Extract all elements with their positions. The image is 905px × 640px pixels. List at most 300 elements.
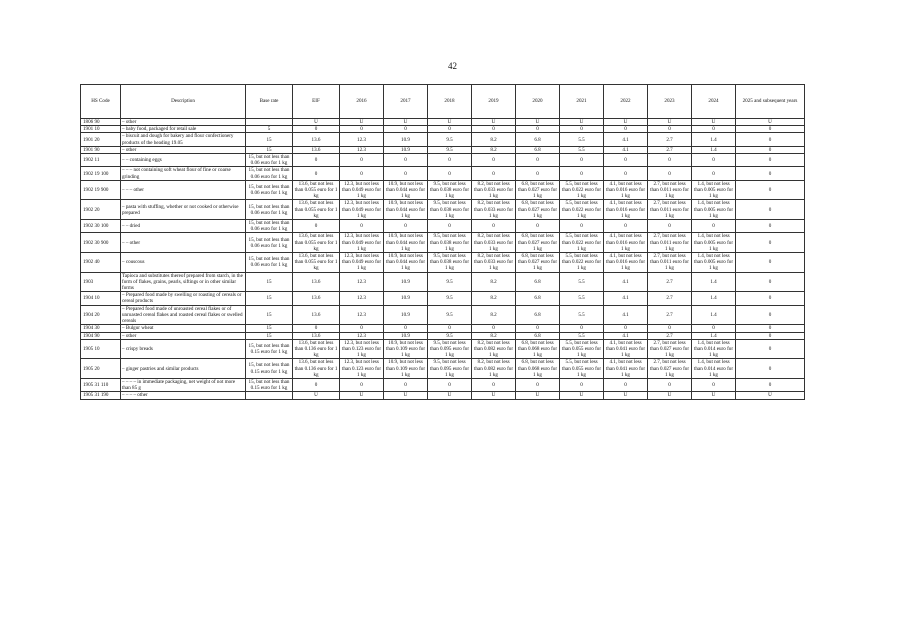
rate-cell: 13.6 <box>293 332 340 339</box>
table-row <box>81 126 805 133</box>
rate-cell: 4.1, but not less than 0.041 euro for 1 kg <box>604 339 648 359</box>
rate-cell: 2.7 <box>648 292 692 305</box>
rate-cell: 13.6 <box>293 292 340 305</box>
hs-code-cell: 1905 20 <box>81 359 121 379</box>
table-header-row <box>81 85 805 119</box>
rate-cell: 0 <box>293 378 340 391</box>
rate-cell: 8.2, but not less than 0.082 euro for 1 kg <box>472 359 516 379</box>
rate-cell: 8.2 <box>472 133 516 146</box>
rate-cell: 0 <box>736 220 805 233</box>
column-header: 2016 <box>340 85 384 119</box>
rate-cell: 1.4, but not less than 0.005 euro for 1 kg <box>692 253 736 273</box>
table-row <box>81 180 805 200</box>
rate-cell: 0 <box>692 378 736 391</box>
rate-cell: 13.6, but not less than 0.055 euro for 1 kg <box>293 200 340 220</box>
rate-cell: 0 <box>293 167 340 180</box>
rate-cell: 12.3, but not less than 0.049 euro for 1 kg <box>340 200 384 220</box>
rate-cell: 0 <box>648 167 692 180</box>
rate-cell: 9.5 <box>428 133 472 146</box>
table-row <box>81 146 805 153</box>
rate-cell: 2.7 <box>648 332 692 339</box>
rate-cell: 0 <box>516 126 560 133</box>
rate-cell: 0 <box>692 167 736 180</box>
rate-cell: U <box>692 392 736 399</box>
rate-cell: U <box>340 119 384 126</box>
table-row <box>81 233 805 253</box>
description-cell: Tapioca and substitutes thereof prepared from starch, in the form of flakes, grains, pearls, siftings or in other similar forms <box>121 272 246 292</box>
rate-cell: 0 <box>428 167 472 180</box>
rate-cell: U <box>604 119 648 126</box>
rate-cell: 9.5, but not less than 0.038 euro for 1 kg <box>428 253 472 273</box>
hs-code-cell: 1902 30 100 <box>81 220 121 233</box>
rate-cell: 10.9, but not less than 0.044 euro for 1 kg <box>384 253 428 273</box>
base-rate-cell: 15 <box>246 292 293 305</box>
rate-cell: 4.1 <box>604 292 648 305</box>
rate-cell: 0 <box>736 167 805 180</box>
rate-cell: U <box>428 392 472 399</box>
rate-cell: 0 <box>472 154 516 167</box>
rate-cell: 0 <box>692 325 736 332</box>
rate-cell: U <box>736 119 805 126</box>
rate-cell: 0 <box>692 126 736 133</box>
rate-cell: 0 <box>472 378 516 391</box>
hs-code-cell: 1903 <box>81 272 121 292</box>
rate-cell: 4.1, but not less than 0.041 euro for 1 kg <box>604 359 648 379</box>
rate-cell: 1.4 <box>692 305 736 325</box>
rate-cell: 6.8, but not less than 0.027 euro for 1 kg <box>516 180 560 200</box>
rate-cell: 1.4, but not less than 0.014 euro for 1 kg <box>692 359 736 379</box>
rate-cell: 4.1 <box>604 272 648 292</box>
base-rate-cell: 15, but not less than 0.06 euro for 1 kg <box>246 154 293 167</box>
base-rate-cell <box>246 392 293 399</box>
table-row <box>81 339 805 359</box>
column-header: Description <box>121 85 246 119</box>
rate-cell: 1.4, but not less than 0.005 euro for 1 kg <box>692 200 736 220</box>
rate-cell: U <box>604 392 648 399</box>
rate-cell: 0 <box>604 167 648 180</box>
table-row <box>81 133 805 146</box>
rate-cell: 0 <box>384 325 428 332</box>
description-cell: – pasta with stuffing, whether or not cooked or otherwise prepared <box>121 200 246 220</box>
rate-cell: 0 <box>736 359 805 379</box>
description-cell: – ginger pastries and similar products <box>121 359 246 379</box>
base-rate-cell: 15, but not less than 0.06 euro for 1 kg <box>246 200 293 220</box>
description-cell: – – – – other <box>121 392 246 399</box>
rate-cell: 12.3 <box>340 272 384 292</box>
description-cell: – – – – in immediate packaging, net weight of not more than 85 g <box>121 378 246 391</box>
rate-cell: 2.7, but not less than 0.027 euro for 1 kg <box>648 359 692 379</box>
rate-cell: 9.5 <box>428 272 472 292</box>
rate-cell: 2.7 <box>648 272 692 292</box>
table-row <box>81 154 805 167</box>
base-rate-cell: 15 <box>246 325 293 332</box>
rate-cell: 0 <box>516 220 560 233</box>
column-header: 2019 <box>472 85 516 119</box>
rate-cell: 10.9 <box>384 292 428 305</box>
rate-cell: 2.7, but not less than 0.011 euro for 1 kg <box>648 200 692 220</box>
rate-cell: 13.6, but not less than 0.055 euro for 1 kg <box>293 180 340 200</box>
rate-cell: 6.8 <box>516 272 560 292</box>
rate-cell: 6.8 <box>516 292 560 305</box>
rate-cell: 6.8, but not less than 0.068 euro for 1 kg <box>516 339 560 359</box>
rate-cell: 0 <box>428 220 472 233</box>
rate-cell: 10.9 <box>384 272 428 292</box>
rate-cell: 0 <box>648 378 692 391</box>
rate-cell: 12.3, but not less than 0.049 euro for 1 kg <box>340 253 384 273</box>
rate-cell: U <box>384 392 428 399</box>
rate-cell: 6.8, but not less than 0.068 euro for 1 kg <box>516 359 560 379</box>
rate-cell: 8.2, but not less than 0.033 euro for 1 kg <box>472 180 516 200</box>
rate-cell: 4.1, but not less than 0.016 euro for 1 kg <box>604 253 648 273</box>
hs-code-cell: 1901 20 <box>81 133 121 146</box>
rate-cell: U <box>428 119 472 126</box>
rate-cell: 8.2, but not less than 0.033 euro for 1 kg <box>472 200 516 220</box>
description-cell: – other <box>121 146 246 153</box>
base-rate-cell: 5 <box>246 126 293 133</box>
table-row <box>81 292 805 305</box>
rate-cell: 0 <box>648 126 692 133</box>
rate-cell: 10.9 <box>384 332 428 339</box>
rate-cell: 13.6 <box>293 146 340 153</box>
rate-cell: 0 <box>736 292 805 305</box>
column-header: EIF <box>293 85 340 119</box>
rate-cell: 10.9, but not less than 0.109 euro for 1 kg <box>384 339 428 359</box>
description-cell: – – other <box>121 233 246 253</box>
rate-cell: 12.3, but not less than 0.123 euro for 1 kg <box>340 359 384 379</box>
rate-cell: 9.5 <box>428 332 472 339</box>
rate-cell: 0 <box>472 325 516 332</box>
rate-cell: 2.7, but not less than 0.011 euro for 1 kg <box>648 180 692 200</box>
rate-cell: 9.5 <box>428 292 472 305</box>
hs-code-cell: 1904 30 <box>81 325 121 332</box>
rate-cell: 13.6 <box>293 305 340 325</box>
rate-cell: 1.4 <box>692 133 736 146</box>
rate-cell: U <box>516 119 560 126</box>
column-header: 2024 <box>692 85 736 119</box>
description-cell: – Bulgur wheat <box>121 325 246 332</box>
hs-code-cell: 1902 19 900 <box>81 180 121 200</box>
rate-cell: 12.3 <box>340 292 384 305</box>
rate-cell: 0 <box>736 154 805 167</box>
rate-cell: 0 <box>560 154 604 167</box>
rate-cell: 5.5, but not less than 0.022 euro for 1 kg <box>560 200 604 220</box>
column-header: 2025 and subsequent years <box>736 85 805 119</box>
rate-cell: 0 <box>472 220 516 233</box>
description-cell: – biscuit and dough for bakery and flour confectionery products of the heading 19.05 <box>121 133 246 146</box>
base-rate-cell: 15, but not less than 0.06 euro for 1 kg <box>246 220 293 233</box>
rate-cell: 13.6, but not less than 0.055 euro for 1 kg <box>293 233 340 253</box>
table-row <box>81 332 805 339</box>
rate-cell: 0 <box>384 378 428 391</box>
rate-cell: 0 <box>604 325 648 332</box>
rate-cell: 9.5, but not less than 0.038 euro for 1 kg <box>428 233 472 253</box>
rate-cell: 12.3 <box>340 305 384 325</box>
rate-cell: 12.3, but not less than 0.123 euro for 1 kg <box>340 339 384 359</box>
rate-cell: 0 <box>736 339 805 359</box>
table-row <box>81 272 805 292</box>
rate-cell: 2.7, but not less than 0.011 euro for 1 kg <box>648 233 692 253</box>
rate-cell: U <box>293 119 340 126</box>
rate-cell: 0 <box>340 167 384 180</box>
rate-cell: 0 <box>428 126 472 133</box>
rate-cell: 4.1, but not less than 0.016 euro for 1 kg <box>604 233 648 253</box>
rate-cell: 5.5, but not less than 0.055 euro for 1 kg <box>560 339 604 359</box>
base-rate-cell: 15 <box>246 146 293 153</box>
rate-cell: 6.8, but not less than 0.027 euro for 1 kg <box>516 233 560 253</box>
rate-cell: 0 <box>604 126 648 133</box>
table-row <box>81 392 805 399</box>
rate-cell: 5.5 <box>560 146 604 153</box>
rate-cell: U <box>472 119 516 126</box>
base-rate-cell: 15, but not less than 0.06 euro for 1 kg <box>246 167 293 180</box>
hs-code-cell: 1905 10 <box>81 339 121 359</box>
rate-cell: 0 <box>736 233 805 253</box>
column-header: HS Code <box>81 85 121 119</box>
rate-cell: 4.1 <box>604 305 648 325</box>
base-rate-cell: 15 <box>246 133 293 146</box>
column-header: 2022 <box>604 85 648 119</box>
rate-cell: 1.4 <box>692 146 736 153</box>
rate-cell: 8.2 <box>472 272 516 292</box>
rate-cell: 0 <box>340 220 384 233</box>
rate-cell: 9.5, but not less than 0.095 euro for 1 kg <box>428 359 472 379</box>
base-rate-cell: 15 <box>246 332 293 339</box>
table-row <box>81 378 805 391</box>
rate-cell: 0 <box>560 325 604 332</box>
rate-cell: U <box>736 392 805 399</box>
rate-cell: 4.1, but not less than 0.016 euro for 1 kg <box>604 200 648 220</box>
table-row <box>81 119 805 126</box>
rate-cell: 5.5, but not less than 0.022 euro for 1 kg <box>560 233 604 253</box>
base-rate-cell: 15, but not less than 0.15 euro for 1 kg <box>246 339 293 359</box>
hs-code-cell: 1901 90 <box>81 146 121 153</box>
rate-cell: 0 <box>736 180 805 200</box>
rate-cell: 2.7, but not less than 0.027 euro for 1 kg <box>648 339 692 359</box>
description-cell: – – dried <box>121 220 246 233</box>
description-cell: – crispy breads <box>121 339 246 359</box>
rate-cell: 5.5, but not less than 0.022 euro for 1 kg <box>560 180 604 200</box>
rate-cell: 0 <box>560 378 604 391</box>
column-header: 2017 <box>384 85 428 119</box>
rate-cell: 0 <box>604 378 648 391</box>
rate-cell: 0 <box>516 167 560 180</box>
rate-cell: U <box>472 392 516 399</box>
hs-code-cell: 1902 20 <box>81 200 121 220</box>
rate-cell: 0 <box>648 325 692 332</box>
rate-cell: 0 <box>340 325 384 332</box>
base-rate-cell: 15 <box>246 272 293 292</box>
rate-cell: 0 <box>293 220 340 233</box>
rate-cell: 12.3, but not less than 0.049 euro for 1 kg <box>340 233 384 253</box>
rate-cell: 0 <box>428 378 472 391</box>
table-row <box>81 167 805 180</box>
rate-cell: 4.1 <box>604 332 648 339</box>
column-header: Base rate <box>246 85 293 119</box>
rate-cell: 0 <box>516 378 560 391</box>
table-row <box>81 305 805 325</box>
rate-cell: 6.8 <box>516 146 560 153</box>
rate-cell: 8.2 <box>472 332 516 339</box>
rate-cell: 0 <box>560 167 604 180</box>
rate-cell: 5.5 <box>560 292 604 305</box>
rate-cell: 0 <box>384 167 428 180</box>
hs-code-cell: 1806 90 <box>81 119 121 126</box>
rate-cell: 0 <box>736 325 805 332</box>
rate-cell: 8.2, but not less than 0.082 euro for 1 kg <box>472 339 516 359</box>
rate-cell: 0 <box>340 378 384 391</box>
rate-cell: 0 <box>736 272 805 292</box>
rate-cell: 1.4 <box>692 332 736 339</box>
rate-cell: 5.5, but not less than 0.055 euro for 1 kg <box>560 359 604 379</box>
rate-cell: 0 <box>560 126 604 133</box>
rate-cell: 2.7, but not less than 0.011 euro for 1 kg <box>648 253 692 273</box>
rate-cell: 10.9, but not less than 0.044 euro for 1 kg <box>384 180 428 200</box>
description-cell: – couscous <box>121 253 246 273</box>
page-number: 42 <box>448 61 457 71</box>
rate-cell: 0 <box>516 154 560 167</box>
rate-cell: 4.1 <box>604 133 648 146</box>
rate-cell: 0 <box>692 154 736 167</box>
rate-cell: 0 <box>736 378 805 391</box>
rate-cell: 0 <box>692 220 736 233</box>
rate-cell: 8.2, but not less than 0.033 euro for 1 kg <box>472 233 516 253</box>
rate-cell: 0 <box>472 167 516 180</box>
rate-cell: 0 <box>293 126 340 133</box>
table-row <box>81 220 805 233</box>
table-row <box>81 325 805 332</box>
base-rate-cell: 15, but not less than 0.15 euro for 1 kg <box>246 359 293 379</box>
rate-cell: 10.9 <box>384 305 428 325</box>
rate-cell: 0 <box>736 253 805 273</box>
description-cell: – Prepared food made of unroasted cereal flakes or of unroasted cereal flakes and roasted cereal flakes or swelled cereals <box>121 305 246 325</box>
rate-cell: 10.9, but not less than 0.044 euro for 1 kg <box>384 233 428 253</box>
rate-cell: 12.3 <box>340 332 384 339</box>
rate-cell: 0 <box>648 154 692 167</box>
base-rate-cell: 15, but not less than 0.06 euro for 1 kg <box>246 253 293 273</box>
rate-cell: 13.6, but not less than 0.136 euro for 1 kg <box>293 359 340 379</box>
column-header: 2020 <box>516 85 560 119</box>
rate-cell: 10.9 <box>384 146 428 153</box>
rate-cell: 0 <box>384 126 428 133</box>
rate-cell: 0 <box>560 220 604 233</box>
table-row <box>81 359 805 379</box>
description-cell: – Prepared food made by swelling or roasting of cereals or cereal products <box>121 292 246 305</box>
rate-cell: 0 <box>736 126 805 133</box>
rate-cell: 4.1 <box>604 146 648 153</box>
rate-cell: 12.3 <box>340 146 384 153</box>
rate-cell: 0 <box>340 154 384 167</box>
rate-cell: 1.4 <box>692 272 736 292</box>
rate-cell: U <box>648 392 692 399</box>
rate-cell: 13.6 <box>293 133 340 146</box>
rate-cell: 0 <box>340 126 384 133</box>
rate-cell: 13.6 <box>293 272 340 292</box>
rate-cell: 0 <box>428 154 472 167</box>
column-header: 2018 <box>428 85 472 119</box>
rate-cell: 10.9 <box>384 133 428 146</box>
hs-code-cell: 1905 31 190 <box>81 392 121 399</box>
rate-cell: U <box>384 119 428 126</box>
rate-cell: U <box>560 392 604 399</box>
base-rate-cell: 15, but not less than 0.06 euro for 1 kg <box>246 180 293 200</box>
hs-code-cell: 1904 10 <box>81 292 121 305</box>
rate-cell: 5.5, but not less than 0.022 euro for 1 kg <box>560 253 604 273</box>
description-cell: – baby food, packaged for retail sale <box>121 126 246 133</box>
rate-cell: 10.9, but not less than 0.044 euro for 1 kg <box>384 200 428 220</box>
hs-code-cell: 1905 31 110 <box>81 378 121 391</box>
rate-cell: 9.5, but not less than 0.095 euro for 1 kg <box>428 339 472 359</box>
table-body <box>81 119 805 400</box>
rate-cell: U <box>293 392 340 399</box>
rate-cell: 5.5 <box>560 305 604 325</box>
hs-code-cell: 1902 30 900 <box>81 233 121 253</box>
description-cell: – – containing eggs <box>121 154 246 167</box>
column-header: 2021 <box>560 85 604 119</box>
rate-cell: 0 <box>472 126 516 133</box>
rate-cell: 2.7 <box>648 133 692 146</box>
rate-cell: 12.3 <box>340 133 384 146</box>
rate-cell: 1.4, but not less than 0.014 euro for 1 kg <box>692 339 736 359</box>
description-cell: – other <box>121 119 246 126</box>
description-cell: – – – other <box>121 180 246 200</box>
rate-cell: 5.5 <box>560 332 604 339</box>
table-row <box>81 253 805 273</box>
rate-cell: 0 <box>648 220 692 233</box>
hs-code-cell: 1902 40 <box>81 253 121 273</box>
base-rate-cell: 15, but not less than 0.15 euro for 1 kg <box>246 378 293 391</box>
base-rate-cell <box>246 119 293 126</box>
rate-cell: 0 <box>384 220 428 233</box>
hs-code-cell: 1901 10 <box>81 126 121 133</box>
rate-cell: 0 <box>736 332 805 339</box>
rate-cell: 9.5, but not less than 0.038 euro for 1 kg <box>428 180 472 200</box>
base-rate-cell: 15, but not less than 0.06 euro for 1 kg <box>246 233 293 253</box>
rate-cell: 8.2, but not less than 0.033 euro for 1 kg <box>472 253 516 273</box>
column-header: 2023 <box>648 85 692 119</box>
rate-cell: 0 <box>384 154 428 167</box>
rate-cell: 1.4 <box>692 292 736 305</box>
rate-cell: 1.4, but not less than 0.005 euro for 1 kg <box>692 180 736 200</box>
rate-cell: 13.6, but not less than 0.055 euro for 1 kg <box>293 253 340 273</box>
rate-cell: 2.7 <box>648 146 692 153</box>
base-rate-cell: 15 <box>246 305 293 325</box>
rate-cell: 6.8 <box>516 332 560 339</box>
rate-cell: 6.8 <box>516 305 560 325</box>
rate-cell: 5.5 <box>560 272 604 292</box>
rate-cell: 8.2 <box>472 305 516 325</box>
rate-cell: 12.3, but not less than 0.049 euro for 1 kg <box>340 180 384 200</box>
rate-cell: 0 <box>736 133 805 146</box>
rate-cell: 5.5 <box>560 133 604 146</box>
rate-cell: 13.6, but not less than 0.136 euro for 1 kg <box>293 339 340 359</box>
tariff-schedule-table <box>80 84 805 400</box>
description-cell: – – – not containing soft wheat flour of fine or coarse grinding <box>121 167 246 180</box>
description-cell: – other <box>121 332 246 339</box>
rate-cell: 4.1, but not less than 0.016 euro for 1 kg <box>604 180 648 200</box>
rate-cell: 0 <box>604 154 648 167</box>
rate-cell: 0 <box>293 154 340 167</box>
rate-cell: 10.9, but not less than 0.109 euro for 1 kg <box>384 359 428 379</box>
rate-cell: 0 <box>736 200 805 220</box>
rate-cell: 9.5, but not less than 0.038 euro for 1 kg <box>428 200 472 220</box>
hs-code-cell: 1904 90 <box>81 332 121 339</box>
rate-cell: 0 <box>604 220 648 233</box>
rate-cell: 9.5 <box>428 146 472 153</box>
rate-cell: 0 <box>736 305 805 325</box>
rate-cell: 0 <box>516 325 560 332</box>
rate-cell: U <box>340 392 384 399</box>
rate-cell: 8.2 <box>472 292 516 305</box>
